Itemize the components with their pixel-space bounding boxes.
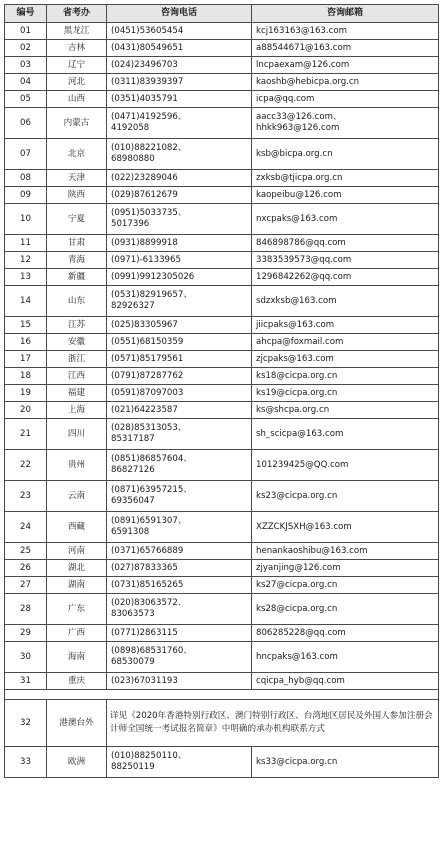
province-office: 福建: [47, 385, 107, 402]
email-cell: ks23@cicpa.org.cn: [252, 481, 439, 512]
table-row: [5, 450, 439, 481]
table-row: [5, 269, 439, 286]
email-cell: kaoshb@hebicpa.org.cn: [252, 74, 439, 91]
row-number: 29: [5, 625, 47, 642]
row-number: 22: [5, 450, 47, 481]
row-number: 19: [5, 385, 47, 402]
table-row: [5, 351, 439, 368]
phone-cell: [107, 577, 252, 594]
phone-number: (0851)86857604、: [111, 454, 192, 464]
header-phone: 咨询电话: [107, 5, 252, 23]
province-office: 上海: [47, 402, 107, 419]
email-cell: jiicpaks@163.com: [252, 317, 439, 334]
header-email: 咨询邮箱: [252, 5, 439, 23]
email-cell: nxcpaks@163.com: [252, 204, 439, 235]
province-office: 河南: [47, 543, 107, 560]
row-number: 28: [5, 594, 47, 625]
row-number: 33: [5, 747, 47, 778]
phone-cell: [107, 108, 252, 139]
email-cell: ks28@cicpa.org.cn: [252, 594, 439, 625]
phone-cell: [107, 512, 252, 543]
province-office: 河北: [47, 74, 107, 91]
email-cell: zjyanjing@126.com: [252, 560, 439, 577]
table-row: [5, 700, 439, 747]
row-number: 20: [5, 402, 47, 419]
province-office: 贵州: [47, 450, 107, 481]
phone-number: 85317187: [111, 434, 155, 444]
province-office: 广东: [47, 594, 107, 625]
table-row: [5, 673, 439, 690]
phone-number: 88250119: [111, 762, 155, 772]
phone-number: 83063573: [111, 609, 155, 619]
phone-number: (0991)9912305026: [111, 271, 195, 282]
province-office: 安徽: [47, 334, 107, 351]
row-number: 24: [5, 512, 47, 543]
row-number: 09: [5, 187, 47, 204]
phone-cell: [107, 170, 252, 187]
table-row: [5, 512, 439, 543]
province-office: 宁夏: [47, 204, 107, 235]
phone-number: (0951)5033735、: [111, 208, 187, 218]
email-cell: icpa@qq.com: [252, 91, 439, 108]
phone-number: 69356047: [111, 496, 155, 506]
phone-number: (0931)8899918: [111, 237, 178, 248]
email-cell: a88544671@163.com: [252, 40, 439, 57]
email-cell: 846898786@qq.com: [252, 235, 439, 252]
email-cell: ks33@cicpa.org.cn: [252, 747, 439, 778]
phone-number: (0791)87287762: [111, 370, 184, 381]
phone-number: (0898)68531760、: [111, 646, 192, 656]
table-row: [5, 252, 439, 269]
phone-number: (0431)80549651: [111, 42, 184, 53]
table-row: [5, 40, 439, 57]
email-cell: sh_scicpa@163.com: [252, 419, 439, 450]
phone-cell: [107, 419, 252, 450]
email-cell: ksb@bicpa.org.cn: [252, 139, 439, 170]
table-row: [5, 625, 439, 642]
row-number: 06: [5, 108, 47, 139]
row-number: 02: [5, 40, 47, 57]
phone-cell: [107, 23, 252, 40]
phone-cell: [107, 286, 252, 317]
province-office: 欧洲: [47, 747, 107, 778]
phone-number: (020)83063572、: [111, 598, 187, 608]
row-number: 21: [5, 419, 47, 450]
phone-number: (0891)6591307、: [111, 516, 187, 526]
phone-number: 86827126: [111, 465, 155, 475]
table-row: [5, 74, 439, 91]
province-office: 港澳台外: [47, 700, 107, 747]
row-number: 26: [5, 560, 47, 577]
table-row: [5, 317, 439, 334]
phone-number: (027)87833365: [111, 562, 178, 573]
email-cell: ks@shcpa.org.cn: [252, 402, 439, 419]
phone-number: (0771)2863115: [111, 627, 178, 638]
contact-table: [4, 4, 439, 778]
table-row: [5, 91, 439, 108]
row-number: 08: [5, 170, 47, 187]
phone-number: 4192058: [111, 123, 150, 133]
phone-number: (029)87612679: [111, 189, 178, 200]
table-row: [5, 560, 439, 577]
phone-number: (0351)4035791: [111, 93, 178, 104]
email-cell: lncpaexam@126.com: [252, 57, 439, 74]
phone-cell: [107, 625, 252, 642]
table-row: [5, 286, 439, 317]
row-number: 17: [5, 351, 47, 368]
table-row: [5, 368, 439, 385]
row-number: 14: [5, 286, 47, 317]
header-province-office: 省考办: [47, 5, 107, 23]
row-number: 12: [5, 252, 47, 269]
phone-number: (023)67031193: [111, 675, 178, 686]
province-office: 吉林: [47, 40, 107, 57]
email-cell: 806285228@qq.com: [252, 625, 439, 642]
table-row: [5, 187, 439, 204]
table-header-row: [5, 5, 439, 23]
table-row: [5, 139, 439, 170]
row-number: 15: [5, 317, 47, 334]
phone-cell: [107, 450, 252, 481]
email-cell: cqicpa_hyb@qq.com: [252, 673, 439, 690]
row-number: 30: [5, 642, 47, 673]
phone-cell: [107, 252, 252, 269]
province-office: 青海: [47, 252, 107, 269]
email-cell: hncpaks@163.com: [252, 642, 439, 673]
phone-number: 5017396: [111, 219, 150, 229]
email-cell: 1296842262@qq.com: [252, 269, 439, 286]
note-cell: 详见《2020年香港特别行政区、澳门特别行政区、台湾地区居民及外国人参加注册会计师全国统一考试报名简章》中明确的承办机构联系方式: [107, 700, 439, 747]
province-office: 云南: [47, 481, 107, 512]
table-row: [5, 419, 439, 450]
province-office: 辽宁: [47, 57, 107, 74]
phone-number: (0571)85179561: [111, 353, 184, 364]
row-number: 27: [5, 577, 47, 594]
row-number: 13: [5, 269, 47, 286]
table-row: [5, 543, 439, 560]
row-number: 03: [5, 57, 47, 74]
phone-cell: [107, 673, 252, 690]
row-number: 10: [5, 204, 47, 235]
email-cell: henankaoshibu@163.com: [252, 543, 439, 560]
province-office: 江西: [47, 368, 107, 385]
email-cell: kcj163163@163.com: [252, 23, 439, 40]
phone-number: 6591308: [111, 527, 150, 537]
province-office: 江苏: [47, 317, 107, 334]
province-office: 重庆: [47, 673, 107, 690]
phone-cell: [107, 402, 252, 419]
table-row: [5, 481, 439, 512]
phone-number: (028)85313053、: [111, 423, 187, 433]
province-office: 四川: [47, 419, 107, 450]
province-office: 广西: [47, 625, 107, 642]
province-office: 湖北: [47, 560, 107, 577]
province-office: 黑龙江: [47, 23, 107, 40]
phone-number: 68530079: [111, 657, 155, 667]
row-number: 01: [5, 23, 47, 40]
phone-number: (0451)53605454: [111, 25, 184, 36]
email-cell: zxksb@tjicpa.org.cn: [252, 170, 439, 187]
email-cell: ks18@cicpa.org.cn: [252, 368, 439, 385]
row-number: 11: [5, 235, 47, 252]
row-number: 07: [5, 139, 47, 170]
phone-cell: [107, 543, 252, 560]
province-office: 湖南: [47, 577, 107, 594]
phone-number: (022)23289046: [111, 172, 178, 183]
email-cell: 101239425@QQ.com: [252, 450, 439, 481]
phone-cell: [107, 204, 252, 235]
email-cell: ahcpa@foxmail.com: [252, 334, 439, 351]
phone-number: (010)88250110、: [111, 751, 187, 761]
email-cell: kaopeibu@126.com: [252, 187, 439, 204]
table-row: [5, 402, 439, 419]
row-number: 16: [5, 334, 47, 351]
row-number: 18: [5, 368, 47, 385]
table-body: [5, 23, 439, 778]
province-office: 山东: [47, 286, 107, 317]
phone-number: (0311)83939397: [111, 76, 184, 87]
phone-cell: [107, 334, 252, 351]
table-row: [5, 334, 439, 351]
table-row: [5, 385, 439, 402]
phone-cell: [107, 187, 252, 204]
email-cell: aacc33@126.com、 hhkk963@126.com: [252, 108, 439, 139]
phone-number: (0551)68150359: [111, 336, 184, 347]
province-office: 西藏: [47, 512, 107, 543]
table-row: [5, 23, 439, 40]
province-office: 甘肃: [47, 235, 107, 252]
table-row: [5, 235, 439, 252]
phone-number: (0591)87097003: [111, 387, 184, 398]
province-office: 新疆: [47, 269, 107, 286]
phone-number: (0471)4192596、: [111, 112, 187, 122]
row-number: 23: [5, 481, 47, 512]
province-office: 山西: [47, 91, 107, 108]
phone-number: (021)64223587: [111, 404, 178, 415]
phone-number: (024)23496703: [111, 59, 178, 70]
email-cell: XZZCKJSXH@163.com: [252, 512, 439, 543]
phone-number: (025)83305967: [111, 319, 178, 330]
phone-cell: [107, 269, 252, 286]
email-cell: 3383539573@qq.com: [252, 252, 439, 269]
phone-number: (0971)-6133965: [111, 254, 181, 265]
province-office: 内蒙古: [47, 108, 107, 139]
table-row: [5, 642, 439, 673]
phone-cell: [107, 57, 252, 74]
row-number: 25: [5, 543, 47, 560]
header-number: 编号: [5, 5, 47, 23]
phone-cell: [107, 642, 252, 673]
phone-number: (0731)85165265: [111, 579, 184, 590]
phone-cell: [107, 74, 252, 91]
phone-cell: [107, 560, 252, 577]
separator-cell: [5, 690, 439, 700]
phone-cell: [107, 594, 252, 625]
phone-cell: [107, 368, 252, 385]
table-row: [5, 577, 439, 594]
phone-cell: [107, 747, 252, 778]
phone-cell: [107, 40, 252, 57]
province-office: 天津: [47, 170, 107, 187]
province-office: 北京: [47, 139, 107, 170]
phone-number: (010)88221082、: [111, 143, 187, 153]
phone-cell: [107, 139, 252, 170]
province-office: 浙江: [47, 351, 107, 368]
phone-cell: [107, 481, 252, 512]
email-cell: sdzxksb@163.com: [252, 286, 439, 317]
table-row: [5, 108, 439, 139]
phone-number: 68980880: [111, 154, 155, 164]
phone-cell: [107, 235, 252, 252]
table-row: [5, 57, 439, 74]
phone-cell: [107, 317, 252, 334]
table-row: [5, 170, 439, 187]
row-number: 04: [5, 74, 47, 91]
phone-number: 82926327: [111, 301, 155, 311]
email-cell: zjcpaks@163.com: [252, 351, 439, 368]
row-number: 05: [5, 91, 47, 108]
row-number: 32: [5, 700, 47, 747]
table-row: [5, 204, 439, 235]
table-row: [5, 594, 439, 625]
phone-cell: [107, 385, 252, 402]
province-office: 陕西: [47, 187, 107, 204]
phone-number: (0531)82919657、: [111, 290, 192, 300]
separator-row: [5, 690, 439, 700]
row-number: 31: [5, 673, 47, 690]
email-cell: ks19@cicpa.org.cn: [252, 385, 439, 402]
province-office: 海南: [47, 642, 107, 673]
phone-number: (0871)63957215、: [111, 485, 192, 495]
phone-number: (0371)65766889: [111, 545, 184, 556]
phone-cell: [107, 91, 252, 108]
phone-cell: [107, 351, 252, 368]
email-cell: ks27@cicpa.org.cn: [252, 577, 439, 594]
table-row: [5, 747, 439, 778]
